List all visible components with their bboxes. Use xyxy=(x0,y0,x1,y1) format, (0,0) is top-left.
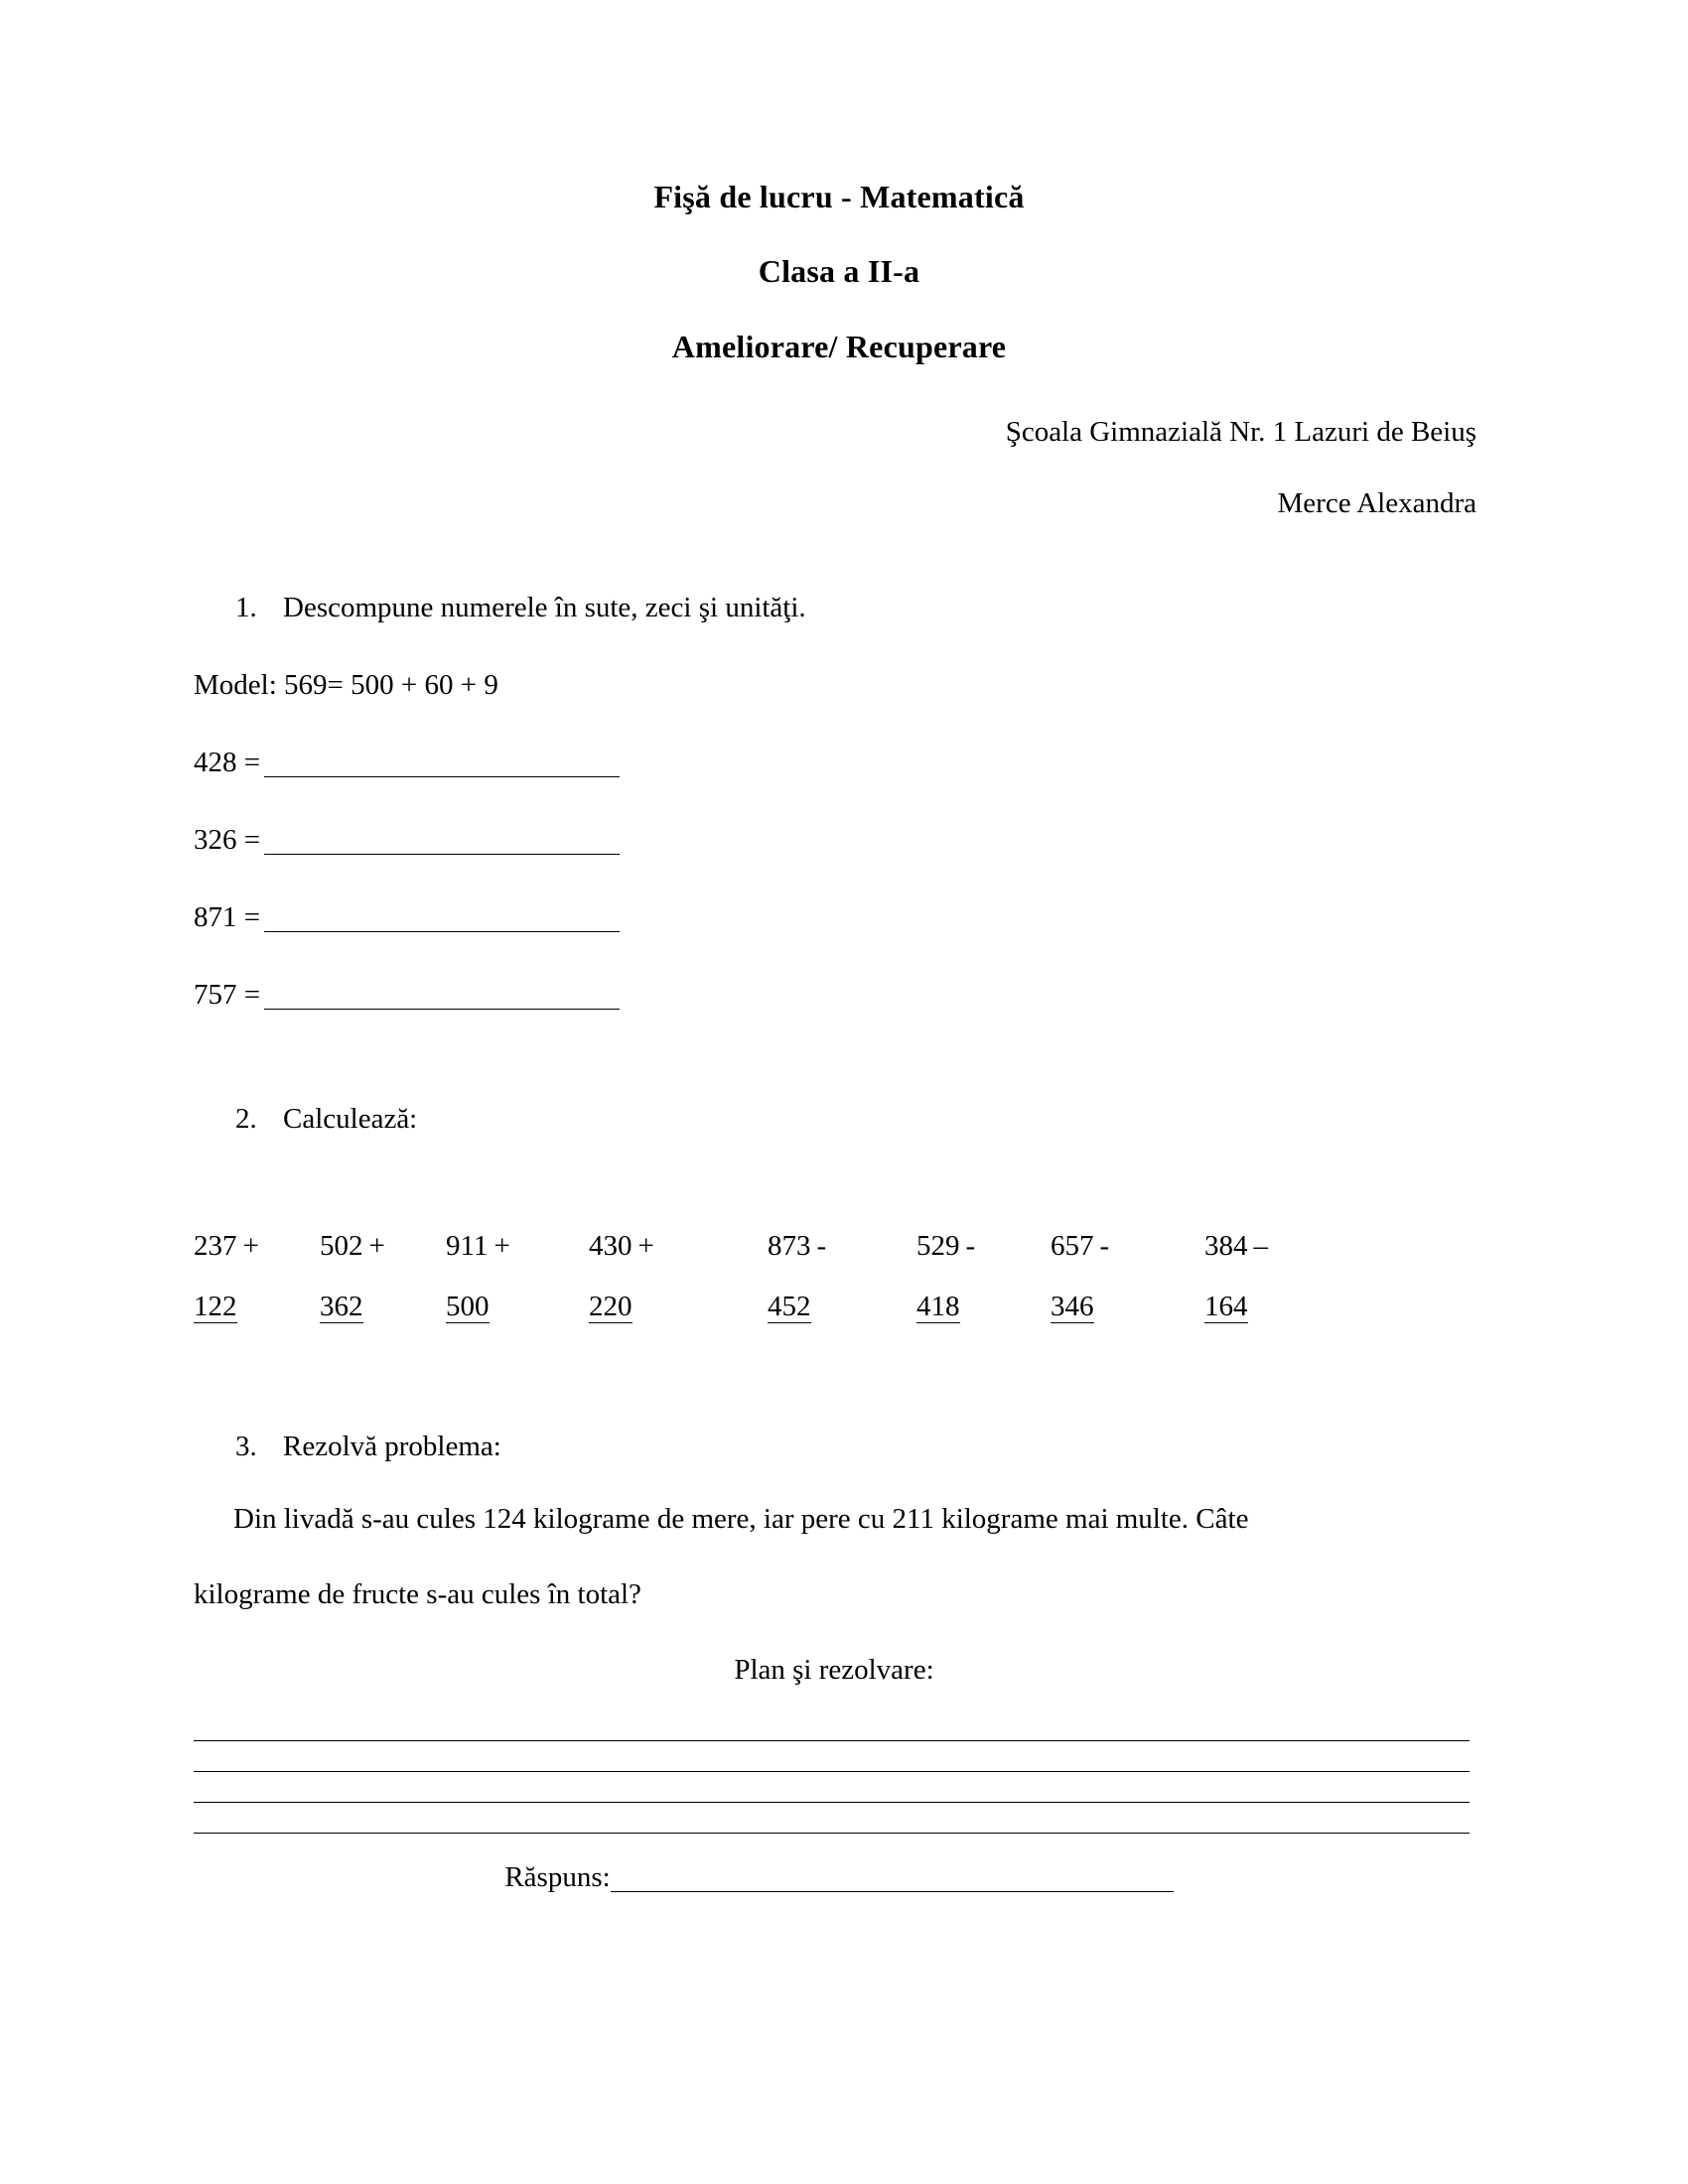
calc-bottom-operand: 346 xyxy=(1051,1291,1094,1322)
problem-statement-line-2: kilograme de fructe s-au cules în total? xyxy=(194,1578,641,1610)
solution-blank-line[interactable] xyxy=(194,1802,1470,1803)
decomposition-answer-blank[interactable] xyxy=(264,854,620,855)
calc-operator: + xyxy=(493,1230,510,1262)
calculation-operand-row xyxy=(194,1232,1484,1293)
calc-operator: + xyxy=(637,1230,654,1262)
decomposition-row xyxy=(194,826,1484,855)
calc-top-operand: 657 xyxy=(1051,1230,1094,1262)
calc-column xyxy=(916,1293,1051,1323)
exercise-2-instruction: Calculează: xyxy=(283,1103,418,1135)
decomposition-answer-blank[interactable] xyxy=(264,1009,620,1010)
page-title: Fişă de lucru - Matematică xyxy=(653,179,1025,214)
calc-column xyxy=(589,1232,768,1293)
calc-column xyxy=(768,1293,916,1323)
solution-blank-line[interactable] xyxy=(194,1740,1470,1741)
decomposition-number: 428 = xyxy=(194,747,261,778)
calc-top-operand: 430 xyxy=(589,1230,633,1262)
calc-operator: + xyxy=(368,1230,385,1262)
decomposition-number: 871 = xyxy=(194,901,261,933)
exercise-1-instruction: Descompune numerele în sute, zeci şi unităţi. xyxy=(283,592,806,623)
plan-and-solution-label: Plan şi rezolvare: xyxy=(734,1654,934,1686)
calc-top-operand: 502 xyxy=(320,1230,363,1262)
calc-top-operand: 873 xyxy=(768,1230,811,1262)
calc-column xyxy=(589,1293,768,1323)
decomposition-number: 757 = xyxy=(194,979,261,1011)
calc-bottom-operand: 500 xyxy=(446,1291,490,1322)
problem-statement-line-1: Din livadă s-au cules 124 kilograme de mere, iar pere cu 211 kilograme mai multe. Câte xyxy=(233,1503,1249,1535)
calc-column xyxy=(1051,1293,1204,1323)
calc-operator: - xyxy=(816,1230,827,1262)
calc-operator: - xyxy=(965,1230,976,1262)
calc-bottom-operand: 164 xyxy=(1204,1291,1248,1322)
exercise-3 xyxy=(194,1433,1484,1892)
exercise-1 xyxy=(194,594,1484,1010)
exercise-1-heading xyxy=(194,594,1484,622)
exercise-1-number: 1. xyxy=(235,592,257,623)
exercise-2 xyxy=(194,1105,1484,1323)
calc-operator: – xyxy=(1253,1230,1268,1262)
exercise-2-heading xyxy=(194,1105,1484,1134)
calc-column xyxy=(1204,1293,1484,1323)
page-content xyxy=(194,0,1484,1892)
answer-row xyxy=(194,1863,1484,1892)
decomposition-row xyxy=(194,981,1484,1010)
decomposition-row xyxy=(194,903,1484,932)
exercise-3-heading xyxy=(194,1433,1484,1461)
answer-blank[interactable] xyxy=(611,1891,1174,1892)
exercise-2-number: 2. xyxy=(235,1103,257,1135)
title-block xyxy=(194,0,1484,362)
calc-top-operand: 911 xyxy=(446,1230,489,1262)
exercise-1-model: Model: 569= 500 + 60 + 9 xyxy=(194,669,498,701)
calc-top-operand: 237 xyxy=(194,1230,237,1262)
calc-top-operand: 384 xyxy=(1204,1230,1248,1262)
solution-work-area xyxy=(194,1740,1484,1834)
calc-bottom-operand: 418 xyxy=(916,1291,960,1322)
calc-column xyxy=(446,1293,589,1323)
calc-bottom-operand: 452 xyxy=(768,1291,811,1322)
calc-column xyxy=(768,1232,916,1293)
calc-column xyxy=(194,1232,320,1293)
calc-bottom-operand: 220 xyxy=(589,1291,633,1322)
exercise-3-instruction: Rezolvă problema: xyxy=(283,1431,501,1462)
calc-operator: + xyxy=(242,1230,259,1262)
calc-column xyxy=(320,1293,446,1323)
decomposition-row xyxy=(194,749,1484,777)
exercise-3-number: 3. xyxy=(235,1431,257,1462)
class-subtitle: Clasa a II-a xyxy=(758,253,920,289)
decomposition-answer-blank[interactable] xyxy=(264,776,620,777)
author-name: Merce Alexandra xyxy=(1277,487,1477,519)
calc-column xyxy=(320,1232,446,1293)
calc-column xyxy=(916,1232,1051,1293)
calc-top-operand: 529 xyxy=(916,1230,960,1262)
calc-bottom-operand: 122 xyxy=(194,1291,237,1322)
program-subtitle: Ameliorare/ Recuperare xyxy=(671,329,1007,364)
calculation-second-operand-row xyxy=(194,1293,1484,1323)
calc-operator: - xyxy=(1099,1230,1110,1262)
answer-label: Răspuns: xyxy=(504,1861,611,1893)
school-name: Şcoala Gimnazială Nr. 1 Lazuri de Beiuş xyxy=(1005,416,1477,448)
calc-column xyxy=(194,1293,320,1323)
calc-column xyxy=(446,1232,589,1293)
decomposition-number: 326 = xyxy=(194,824,261,856)
calc-column xyxy=(1204,1232,1484,1293)
solution-blank-line[interactable] xyxy=(194,1771,1470,1772)
decomposition-answer-blank[interactable] xyxy=(264,931,620,932)
calc-column xyxy=(1051,1232,1204,1293)
solution-blank-line[interactable] xyxy=(194,1833,1470,1834)
calc-bottom-operand: 362 xyxy=(320,1291,363,1322)
calculation-grid xyxy=(194,1232,1484,1323)
